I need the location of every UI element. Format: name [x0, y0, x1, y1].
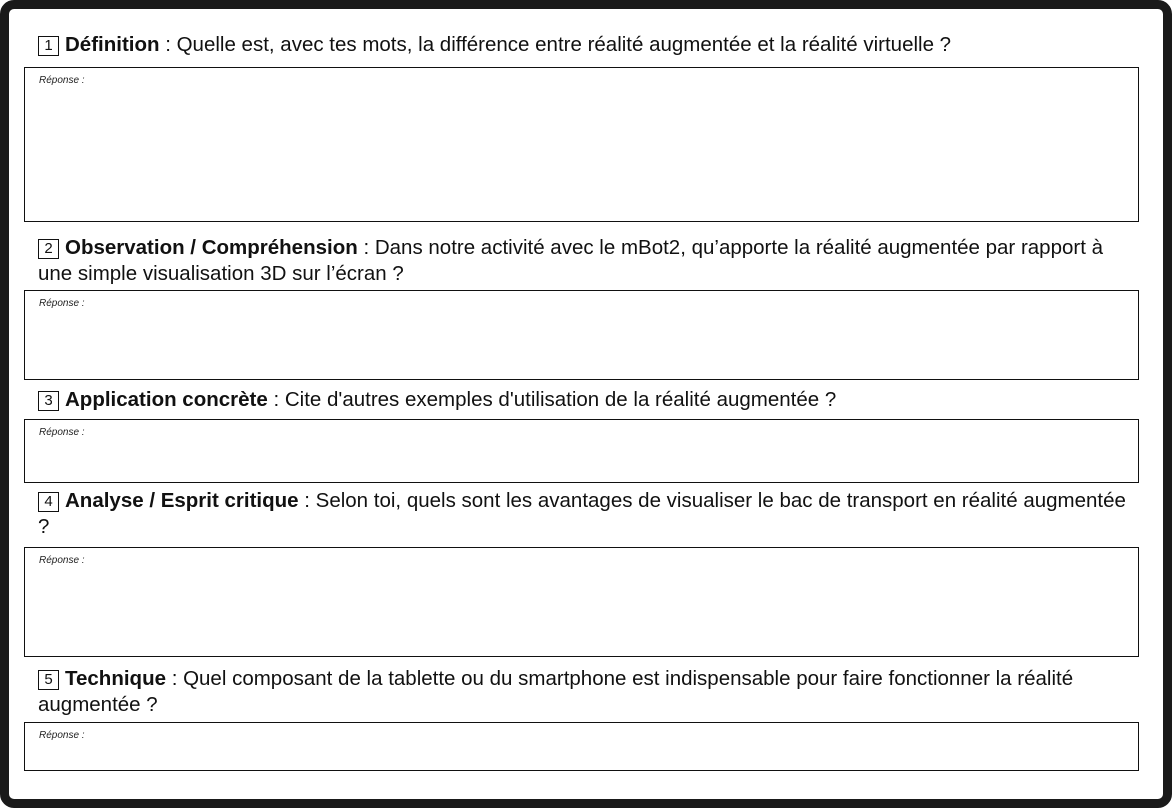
- answer-label: Réponse :: [39, 730, 85, 741]
- answer-box-2[interactable]: [24, 290, 1139, 380]
- question-title: Observation / Compréhension: [65, 236, 358, 259]
- question-text: : Quel composant de la tablette ou du smartphone est indispensable pour faire fonctionner la réalité augmentée ?: [38, 667, 1074, 716]
- answer-label: Réponse :: [39, 298, 85, 309]
- answer-box-4[interactable]: [24, 547, 1139, 657]
- question-title: Définition: [65, 33, 160, 56]
- question-1: [38, 32, 1138, 58]
- question-text: : Selon toi, quels sont les avantages de visualiser le bac de transport en réalité augmentée ?: [38, 489, 1126, 538]
- question-2: [38, 235, 1138, 287]
- question-title: Analyse / Esprit critique: [65, 489, 299, 512]
- question-number: 3: [38, 391, 59, 411]
- question-number: 1: [38, 36, 59, 56]
- answer-box-1[interactable]: [24, 67, 1139, 222]
- question-title: Technique: [65, 667, 166, 690]
- question-number: 2: [38, 239, 59, 259]
- question-number: 4: [38, 492, 59, 512]
- question-title: Application concrète: [65, 388, 268, 411]
- question-text: : Quelle est, avec tes mots, la différence entre réalité augmentée et la réalité virtuelle ?: [159, 33, 952, 56]
- question-number: 5: [38, 670, 59, 690]
- answer-label: Réponse :: [39, 555, 85, 566]
- answer-box-3[interactable]: [24, 419, 1139, 483]
- question-3: [38, 387, 1138, 413]
- question-4: [38, 488, 1138, 540]
- answer-label: Réponse :: [39, 427, 85, 438]
- question-5: [38, 666, 1138, 718]
- answer-label: Réponse :: [39, 75, 85, 86]
- question-text: : Cite d'autres exemples d'utilisation de la réalité augmentée ?: [267, 388, 837, 411]
- answer-box-5[interactable]: [24, 722, 1139, 771]
- question-text: : Dans notre activité avec le mBot2, qu’apporte la réalité augmentée par rapport à une simple visualisation 3D sur l’écran ?: [38, 236, 1104, 285]
